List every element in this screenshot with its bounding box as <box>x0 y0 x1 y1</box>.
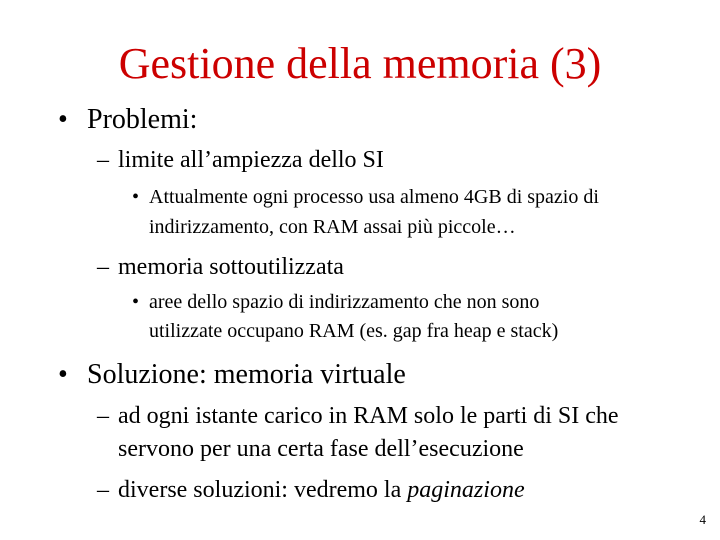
solution-item-text: diverse soluzioni: vedremo la <box>118 477 408 503</box>
dash-icon: – <box>97 403 109 429</box>
solution-item-line: servono per una certa fase dell’esecuzione <box>118 436 524 462</box>
bullet-icon: • <box>58 104 68 135</box>
bullet-icon: • <box>132 291 140 313</box>
bullet-icon: • <box>132 186 140 208</box>
dash-icon: – <box>97 147 109 173</box>
subitem-line: utilizzate occupano RAM (es. gap fra heap e stack) <box>149 320 559 342</box>
problem-item-limite: limite all’ampiezza dello SI <box>118 147 384 173</box>
solution-item-paginazione <box>118 475 525 505</box>
bullet-icon: • <box>58 359 68 390</box>
section-heading-soluzione: Soluzione: memoria virtuale <box>87 359 406 390</box>
page-number: 4 <box>699 512 706 527</box>
dash-icon: – <box>97 254 109 280</box>
subitem-line: indirizzamento, con RAM assai più piccole… <box>149 216 516 238</box>
solution-item-line: ad ogni istante carico in RAM solo le parti di SI che <box>118 403 619 429</box>
dash-icon: – <box>97 477 109 503</box>
subitem-line: aree dello spazio di indirizzamento che non sono <box>149 291 540 313</box>
slide-title: Gestione della memoria (3) <box>118 39 602 88</box>
section-heading-problemi: Problemi: <box>87 104 198 135</box>
subitem-line: Attualmente ogni processo usa almeno 4GB di spazio di <box>149 186 599 208</box>
problem-item-memoria: memoria sottoutilizzata <box>118 254 344 280</box>
emphasis-paginazione: paginazione <box>407 477 525 503</box>
